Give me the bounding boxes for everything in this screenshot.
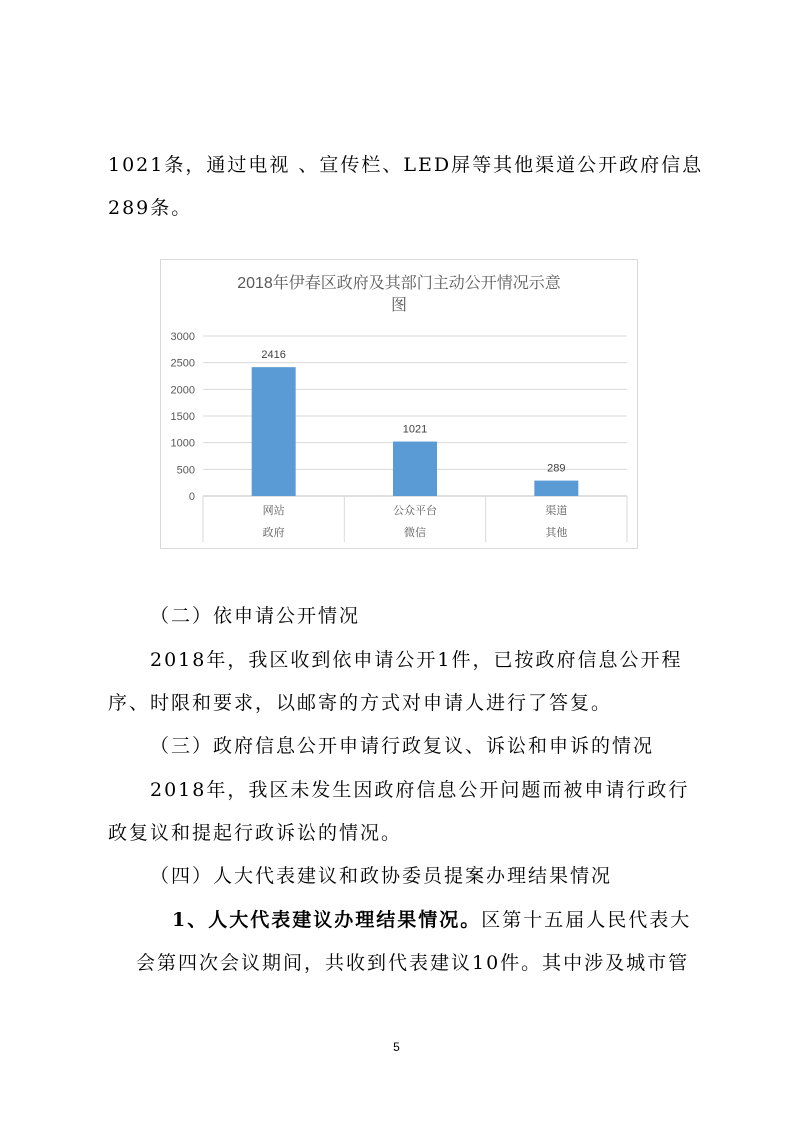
y-tick-label: 1500 [170, 411, 195, 423]
y-tick-label: 2000 [170, 384, 195, 397]
paragraph-line: 政复议和提起行政诉讼的情况。 [108, 822, 403, 844]
data-label: 1021 [402, 423, 428, 436]
paragraph-text: 区第十五届人民代表大 [481, 909, 692, 931]
paragraph-line: 1021条，通过电视 、宣传栏、LED屏等其他渠道公开政府信息 [108, 154, 704, 176]
paragraph-line [172, 908, 691, 932]
paragraph-line: 2018年，我区未发生因政府信息公开问题而被申请行政行 [150, 779, 690, 801]
category-label: 微信 [404, 527, 426, 539]
paragraph-line: 会第四次会议期间，共收到代表建议10件。其中涉及城市管 [136, 952, 690, 974]
paragraph-line: 2018年，我区收到依申请公开1件，已按政府信息公开程 [150, 649, 683, 671]
data-label: 2416 [261, 349, 286, 362]
y-tick-label: 0 [188, 491, 195, 503]
chart-title-cont: 图 [390, 297, 408, 314]
y-tick-label: 500 [176, 464, 195, 477]
category-label: 网站 [262, 505, 285, 517]
category-label: 渠道 [545, 505, 568, 517]
paragraph-line: 289条。 [108, 197, 193, 219]
page-number: 5 [393, 1040, 400, 1054]
y-tick-label: 1000 [170, 437, 195, 450]
chart-svg [161, 260, 637, 548]
bar-chart [160, 259, 638, 549]
section-heading: （四）人大代表建议和政协委员提案办理结果情况 [150, 865, 613, 887]
section-heading: （三）政府信息公开申请行政复议、诉讼和申诉的情况 [150, 735, 655, 757]
data-label: 289 [547, 462, 566, 475]
category-label: 其他 [545, 527, 568, 539]
category-label: 政府 [262, 527, 285, 539]
section-heading: （二）依申请公开情况 [150, 605, 361, 627]
y-tick-label: 3000 [170, 331, 195, 343]
bar [534, 481, 578, 496]
bar [252, 367, 296, 496]
subsection-title: 1、人大代表建议办理结果情况。 [172, 909, 482, 931]
paragraph-line: 序、时限和要求，以邮寄的方式对申请人进行了答复。 [108, 692, 613, 714]
chart-title: 2018年伊春区政府及其部门主动公开情况示意 [237, 275, 561, 292]
y-tick-label: 2500 [170, 357, 195, 370]
bar [393, 442, 437, 496]
category-label: 公众平台 [393, 505, 437, 517]
